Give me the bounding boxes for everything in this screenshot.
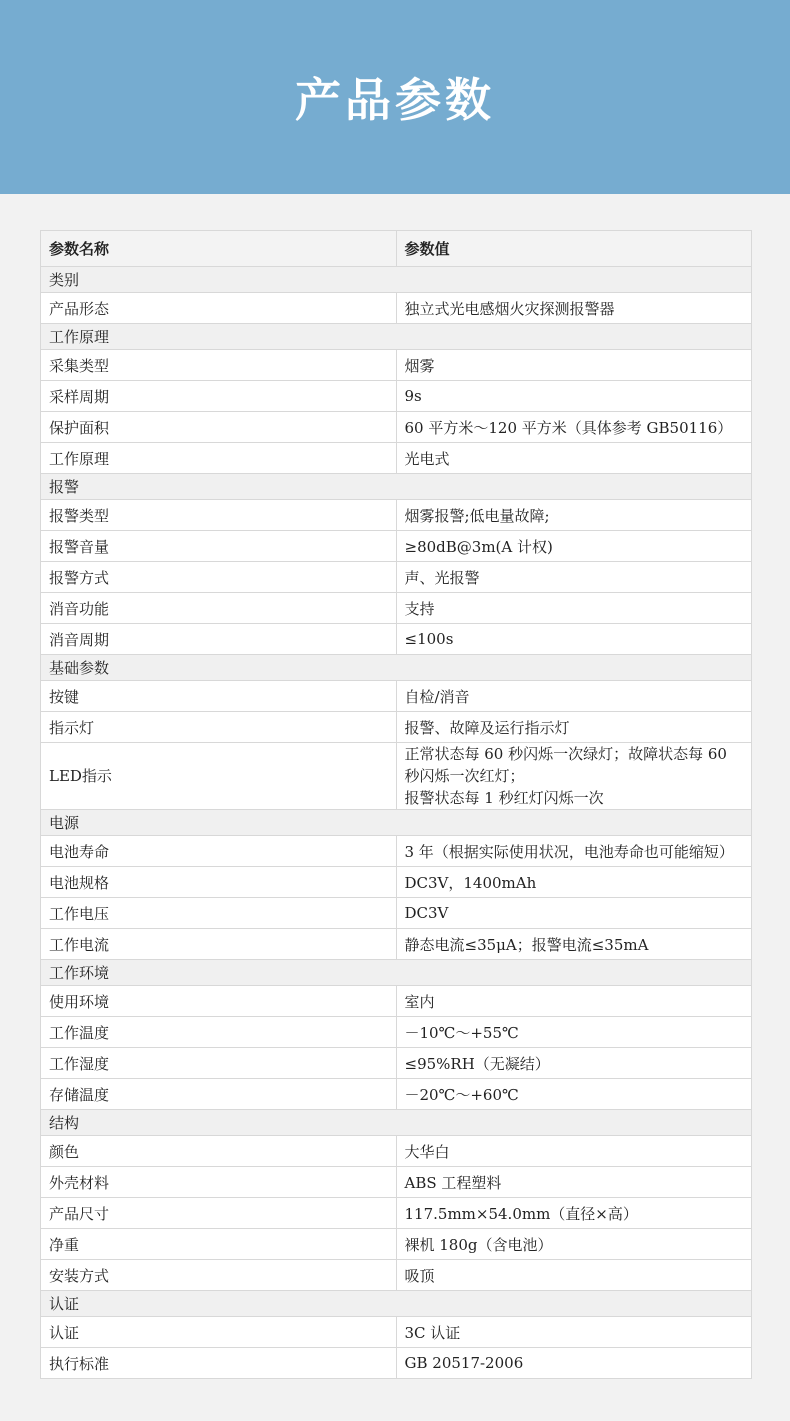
param-name: 报警音量 <box>41 531 397 562</box>
table-row <box>41 562 752 593</box>
table-row <box>41 624 752 655</box>
param-value <box>396 743 752 810</box>
param-name: 使用环境 <box>41 986 397 1017</box>
table-row <box>41 929 752 960</box>
param-value: 自检/消音 <box>396 681 752 712</box>
param-value: DC3V，1400mAh <box>396 867 752 898</box>
table-row <box>41 1048 752 1079</box>
param-name: LED指示 <box>41 743 397 810</box>
table-row <box>41 1317 752 1348</box>
section-label: 电源 <box>41 810 752 836</box>
table-row <box>41 1260 752 1291</box>
param-value: 9s <box>396 381 752 412</box>
table-row <box>41 1017 752 1048</box>
table-row <box>41 1079 752 1110</box>
section-row <box>41 474 752 500</box>
param-value: －10℃～+55℃ <box>396 1017 752 1048</box>
param-value: ABS 工程塑料 <box>396 1167 752 1198</box>
table-row <box>41 350 752 381</box>
table-header-row <box>41 231 752 267</box>
param-value: DC3V <box>396 898 752 929</box>
param-value: 3C 认证 <box>396 1317 752 1348</box>
param-name: 消音功能 <box>41 593 397 624</box>
param-name: 工作湿度 <box>41 1048 397 1079</box>
table-row <box>41 531 752 562</box>
section-label: 类别 <box>41 267 752 293</box>
table-row <box>41 500 752 531</box>
param-value: 烟雾 <box>396 350 752 381</box>
param-value: ≤100s <box>396 624 752 655</box>
param-name: 报警类型 <box>41 500 397 531</box>
param-value: GB 20517-2006 <box>396 1348 752 1379</box>
param-value: 独立式光电感烟火灾探测报警器 <box>396 293 752 324</box>
param-name: 认证 <box>41 1317 397 1348</box>
param-name: 消音周期 <box>41 624 397 655</box>
param-name: 采集类型 <box>41 350 397 381</box>
table-row <box>41 1348 752 1379</box>
param-name: 保护面积 <box>41 412 397 443</box>
section-row <box>41 655 752 681</box>
param-value: 吸顶 <box>396 1260 752 1291</box>
spec-table-container <box>40 230 752 1379</box>
param-value-line: 报警状态每 1 秒红灯闪烁一次 <box>404 789 604 807</box>
table-row <box>41 293 752 324</box>
param-value: 烟雾报警;低电量故障; <box>396 500 752 531</box>
table-row <box>41 1198 752 1229</box>
param-value: 117.5mm×54.0mm（直径×高） <box>396 1198 752 1229</box>
page-title: 产品参数 <box>295 73 495 127</box>
param-name: 指示灯 <box>41 712 397 743</box>
param-name: 报警方式 <box>41 562 397 593</box>
param-value: 室内 <box>396 986 752 1017</box>
section-label: 工作原理 <box>41 324 752 350</box>
table-row <box>41 681 752 712</box>
param-value: 3 年（根据实际使用状况，电池寿命也可能缩短） <box>396 836 752 867</box>
table-row <box>41 412 752 443</box>
param-name: 产品形态 <box>41 293 397 324</box>
section-label: 报警 <box>41 474 752 500</box>
section-label: 基础参数 <box>41 655 752 681</box>
table-row <box>41 1136 752 1167</box>
param-name: 工作温度 <box>41 1017 397 1048</box>
column-header-value: 参数值 <box>396 231 752 267</box>
param-value: 静态电流≤35μA；报警电流≤35mA <box>396 929 752 960</box>
section-row <box>41 810 752 836</box>
param-name: 净重 <box>41 1229 397 1260</box>
param-value: 光电式 <box>396 443 752 474</box>
spec-table <box>40 230 752 1379</box>
param-value: 大华白 <box>396 1136 752 1167</box>
column-header-name: 参数名称 <box>41 231 397 267</box>
table-row <box>41 1167 752 1198</box>
param-name: 工作电流 <box>41 929 397 960</box>
table-row <box>41 593 752 624</box>
param-value-line: 正常状态每 60 秒闪烁一次绿灯；故障状态每 60 秒闪烁一次红灯； <box>404 745 727 785</box>
param-value: 声、光报警 <box>396 562 752 593</box>
section-row <box>41 267 752 293</box>
param-value: －20℃～+60℃ <box>396 1079 752 1110</box>
section-row <box>41 1110 752 1136</box>
table-row <box>41 712 752 743</box>
param-value: ≥80dB@3m(A 计权) <box>396 531 752 562</box>
param-value: 裸机 180g（含电池） <box>396 1229 752 1260</box>
param-value: 报警、故障及运行指示灯 <box>396 712 752 743</box>
param-name: 产品尺寸 <box>41 1198 397 1229</box>
section-row <box>41 324 752 350</box>
param-name: 电池规格 <box>41 867 397 898</box>
section-label: 工作环境 <box>41 960 752 986</box>
table-row <box>41 867 752 898</box>
param-value: 60 平方米～120 平方米（具体参考 GB50116） <box>396 412 752 443</box>
spec-table-body <box>41 267 752 1379</box>
param-value: ≤95%RH（无凝结） <box>396 1048 752 1079</box>
param-name: 工作原理 <box>41 443 397 474</box>
param-name: 采样周期 <box>41 381 397 412</box>
table-row <box>41 1229 752 1260</box>
table-row <box>41 443 752 474</box>
table-row <box>41 986 752 1017</box>
param-name: 执行标准 <box>41 1348 397 1379</box>
table-row <box>41 836 752 867</box>
param-name: 存储温度 <box>41 1079 397 1110</box>
param-name: 电池寿命 <box>41 836 397 867</box>
section-label: 结构 <box>41 1110 752 1136</box>
param-name: 工作电压 <box>41 898 397 929</box>
table-row <box>41 743 752 810</box>
table-row <box>41 898 752 929</box>
table-row <box>41 381 752 412</box>
header-banner <box>0 0 790 194</box>
section-row <box>41 1291 752 1317</box>
param-name: 颜色 <box>41 1136 397 1167</box>
param-name: 外壳材料 <box>41 1167 397 1198</box>
param-value: 支持 <box>396 593 752 624</box>
param-name: 安装方式 <box>41 1260 397 1291</box>
param-name: 按键 <box>41 681 397 712</box>
section-label: 认证 <box>41 1291 752 1317</box>
section-row <box>41 960 752 986</box>
